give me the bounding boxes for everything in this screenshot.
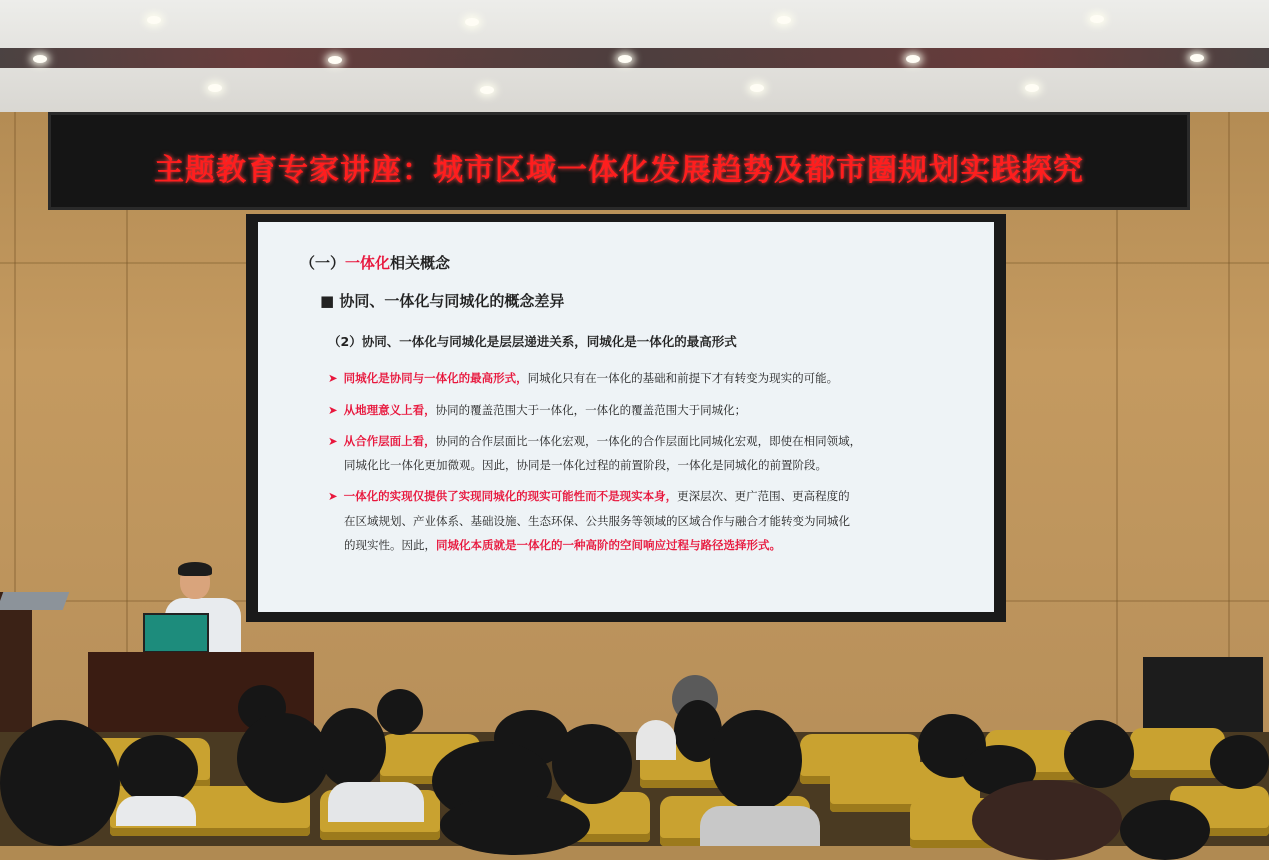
audience-head [118, 735, 198, 805]
slide-heading-prefix: （一） [300, 254, 346, 272]
audience-shirt [700, 806, 820, 846]
audience-shirt [636, 720, 676, 760]
ceiling-light [465, 18, 479, 26]
slide-bullet: ➤ 一体化的实现仅提供了实现同城化的现实可能性而不是现实本身，更深层次、更广范围、更高程度的 [328, 489, 850, 503]
audience-head [1120, 800, 1210, 860]
slide-bullet-continued: 同城化比一体化更加微观。因此，协同是一体化过程的前置阶段，一体化是同城化的前置阶段。 [344, 458, 827, 472]
arrow-bullet-icon: ➤ [328, 489, 338, 503]
slide-subheading: ■ 协同、一体化与同城化的概念差异 [320, 292, 565, 310]
wall-panel-seam [1228, 112, 1230, 732]
lectern-top [0, 592, 69, 610]
audience-shirt [116, 796, 196, 826]
audience-head [237, 713, 329, 803]
ceiling-banner [0, 48, 1269, 68]
audience-head [972, 780, 1122, 860]
ceiling-light [1090, 15, 1104, 23]
audience-head [377, 689, 423, 735]
ceiling-light [33, 55, 47, 63]
slide-heading-suffix: 相关概念 [390, 254, 451, 272]
speaker-hair [178, 562, 212, 576]
arrow-bullet-icon: ➤ [328, 371, 338, 385]
ceiling-light [328, 56, 342, 64]
slide-bullet-continued: 在区域规划、产业体系、基础设施、生态环保、公共服务等领域的区域合作与融合才能转变为同城化 [344, 514, 850, 528]
slide-heading [300, 252, 450, 273]
audience-head [318, 708, 386, 788]
ceiling-light [906, 55, 920, 63]
slide-bullet: ➤ 从合作层面上看，协同的合作层面比一体化宏观，一体化的合作层面比同城化宏观，即使在相同领域， [328, 434, 862, 448]
slide-heading-highlight: 一体化 [345, 254, 391, 272]
ceiling-light [208, 84, 222, 92]
ceiling [0, 0, 1269, 112]
loudspeaker [1143, 657, 1263, 737]
arrow-bullet-icon: ➤ [328, 403, 338, 417]
ceiling-light [480, 86, 494, 94]
lectern [0, 592, 32, 732]
led-banner [48, 112, 1190, 210]
audience-head [552, 724, 632, 804]
slide-bullet: ➤ 从地理意义上看，协同的覆盖范围大于一体化，一体化的覆盖范围大于同城化； [328, 403, 747, 417]
slide-bullet-continued: 的现实性。因此，同城化本质就是一体化的一种高阶的空间响应过程与路径选择形式。 [344, 538, 781, 552]
audience-head [440, 795, 590, 855]
ceiling-light [1025, 84, 1039, 92]
ceiling-light [750, 84, 764, 92]
led-banner-title: 主题教育专家讲座：城市区域一体化发展趋势及都市圈规划实践探究 [154, 153, 1084, 188]
audience-shirt [328, 782, 424, 822]
slide-point: （2）协同、一体化与同城化是层层递进关系，同城化是一体化的最高形式 [328, 334, 737, 349]
arrow-bullet-icon: ➤ [328, 434, 338, 448]
laptop [143, 613, 209, 653]
audience-head [0, 720, 120, 846]
slide-bullet: ➤ 同城化是协同与一体化的最高形式，同城化只有在一体化的基础和前提下才有转变为现实的可能。 [328, 371, 839, 385]
audience-head [1064, 720, 1134, 788]
ceiling-light [777, 16, 791, 24]
ceiling-light [618, 55, 632, 63]
ceiling-light [147, 16, 161, 24]
ceiling-light [1190, 54, 1204, 62]
audience-head [710, 710, 802, 810]
projection-screen [258, 222, 994, 612]
audience-head [1210, 735, 1269, 789]
